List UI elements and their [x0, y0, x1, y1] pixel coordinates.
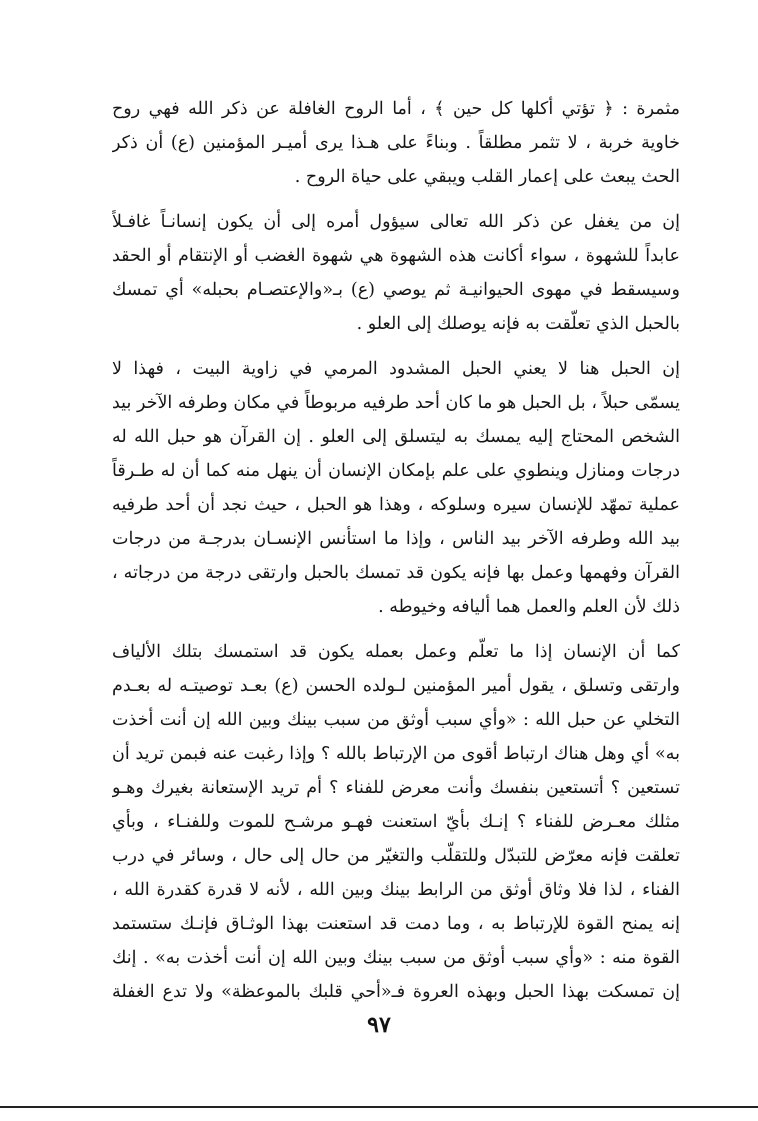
text-line: يسمّى حبلاً ، بل الحبل هو ما كان أحد طرفيه مربوطاً في مكان وطرفه الآخر بيد: [112, 393, 680, 413]
text-line: وارتقى وتسلق ، يقول أمير المؤمنين لـولده الحسن (ع) بعـد توصيتـه له بعـدم: [112, 676, 680, 696]
text-line: الفناء ، لذا فلا وثاق أوثق من الرابط بينك وبين الله ، لأنه لا قدرة كقدرة الله ،: [112, 880, 680, 900]
bottom-rule: [0, 1106, 758, 1108]
text-line: كما أن الإنسان إذا ما تعلّم وعمل بعمله يكون قد استمسك بتلك الألياف: [112, 642, 680, 662]
text-line: مثمرة : ﴿ تؤتي أكلها كل حين ﴾ ، أما الروح الغافلة عن ذكر الله فهي روح: [112, 99, 680, 119]
text-line: بيد الله وطرفه الآخر بيد الناس ، وإذا ما استأنس الإنسـان بدرجـة من درجات: [112, 529, 680, 549]
text-line: إن الحبل هنا لا يعني الحبل المشدود المرمي في زاوية البيت ، فهذا لا: [112, 359, 680, 379]
text-line: القرآن وفهمها وعمل بها فإنه يكون قد تمسك بالحبل وارتقى درجة من درجاته ،: [112, 563, 680, 583]
text-line: عابداً للشهوة ، سواء أكانت هذه الشهوة هي شهوة الغضب أو الإنتقام أو الحقد: [112, 246, 680, 266]
text-line: وسيسقط في مهوى الحيوانيـة ثم يوصي (ع) بـ«والإعتصـام بحبله» أي تمسك: [112, 280, 680, 300]
text-line: الحث يبعث على إعمار القلب ويبقي على حياة الروح .: [294, 167, 680, 187]
text-line: إن من يغفل عن ذكر الله تعالى سيؤول أمره إلى أن يكون إنسانـاً غافـلاً: [112, 212, 680, 232]
page-number: ٩٧: [367, 1012, 391, 1038]
text-line: درجات ومنازل وينطوي على علم بإمكان الإنسان أن ينهل منه كما أن له طـرقاً: [112, 461, 680, 481]
text-line: تستعين ؟ أتستعين بنفسك وأنت معرض للفناء ؟ أم تريد الإستعانة بغيرك وهـو: [112, 778, 680, 798]
text-line: عملية تمهّد للإنسان سيره وسلوكه ، وهذا هو الحبل ، حيث نجد أن أحد طرفيه: [112, 495, 680, 515]
text-line: به» أي وهل هناك ارتباط أقوى من الإرتباط بالله ؟ وإذا رغبت عنه فبمن تريد أن: [112, 744, 680, 764]
text-line: بالحبل الذي تعلّقت به فإنه يوصلك إلى العلو .: [356, 314, 680, 334]
text-line: ذلك لأن العلم والعمل هما أليافه وخيوطه .: [378, 597, 680, 617]
text-line: الشخص المحتاج إليه يمسك به ليتسلق إلى العلو . إن القرآن هو حبل الله له: [112, 427, 680, 447]
text-line: إنه يمنح القوة للإرتباط به ، وما دمت قد استعنت بهذا الوثـاق فإنـك ستستمد: [112, 914, 680, 934]
text-line: تعلقت فإنه معرّض للتبدّل وللتقلّب والتغيّر من حال إلى حال ، وسائر في درب: [112, 846, 680, 866]
text-line: مثلك معـرض للفناء ؟ إنـك بأيّ استعنت فهـو مرشـح للموت وللفنـاء ، وبأي: [112, 812, 680, 832]
text-line: التخلي عن حبل الله : «وأي سبب أوثق من سبب بينك وبين الله إن أنت أخذت: [112, 710, 680, 730]
text-line: القوة منه : «وأي سبب أوثق من سبب بينك وبين الله إن أنت أخذت به» . إنك: [112, 948, 680, 968]
text-line: خاوية خربة ، لا تثمر مطلقاً . وبناءً على هـذا يرى أميـر المؤمنين (ع) أن ذكر: [112, 133, 680, 153]
text-line: إن تمسكت بهذا الحبل وبهذه العروة فـ«أحي قلبك بالموعظة» ولا تدع الغفلة: [112, 982, 680, 1002]
